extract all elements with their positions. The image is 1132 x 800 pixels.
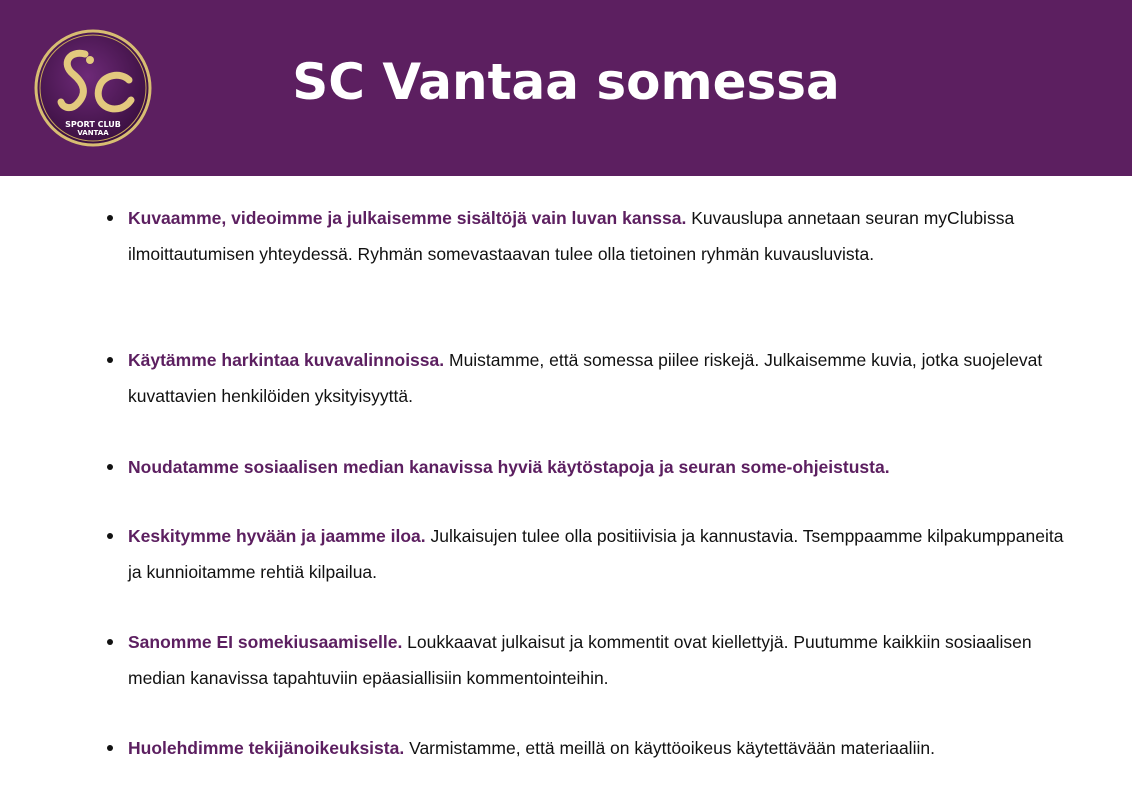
logo-text-line1: SPORT CLUB: [65, 120, 121, 129]
list-item: [105, 624, 1065, 696]
item-lead: Huolehdimme tekijänoikeuksista.: [128, 738, 405, 758]
list-item: [105, 200, 1065, 272]
page-title: SC Vantaa somessa: [292, 53, 840, 111]
item-body: Loukkaavat julkaisut ja kommentit ovat kiellettyjä. Puutumme kaikkiin sosiaalisen median kanavissa tapahtuviin epäasiallisiin kommentointeihin.: [128, 632, 1032, 688]
header-banner: [0, 0, 1132, 176]
list-item: [105, 342, 1065, 414]
item-lead: Kuvaamme, videoimme ja julkaisemme sisältöjä vain luvan kanssa.: [128, 208, 687, 228]
list-item: [105, 449, 890, 485]
logo-text-line2: VANTAA: [77, 129, 109, 137]
item-lead: Sanomme EI somekiusaamiselle.: [128, 632, 403, 652]
item-body: Muistamme, että somessa piilee riskejä. Julkaisemme kuvia, jotka suojelevat kuvattavien henkilöiden yksityisyyttä.: [128, 350, 1043, 406]
item-lead: Käytämme harkintaa kuvavalinnoissa.: [128, 350, 445, 370]
item-lead: Keskitymme hyvään ja jaamme iloa.: [128, 526, 426, 546]
item-body: Varmistamme, että meillä on käyttöoikeus käytettävään materiaaliin.: [404, 738, 935, 758]
item-lead: Noudatamme sosiaalisen median kanavissa hyviä käytöstapoja ja seuran some-ohjeistusta.: [128, 457, 890, 477]
item-body: Julkaisujen tulee olla positiivisia ja kannustavia. Tsemppaamme kilpakumppaneita ja kunnioitamme rehtiä kilpailua.: [128, 526, 1064, 582]
list-item: [105, 518, 1065, 590]
list-item: [105, 730, 935, 766]
item-body: Kuvauslupa annetaan seuran myClubissa ilmoittautumisen yhteydessä. Ryhmän somevastaavan tulee olla tietoinen ryhmän kuvausluvista.: [128, 208, 1015, 264]
